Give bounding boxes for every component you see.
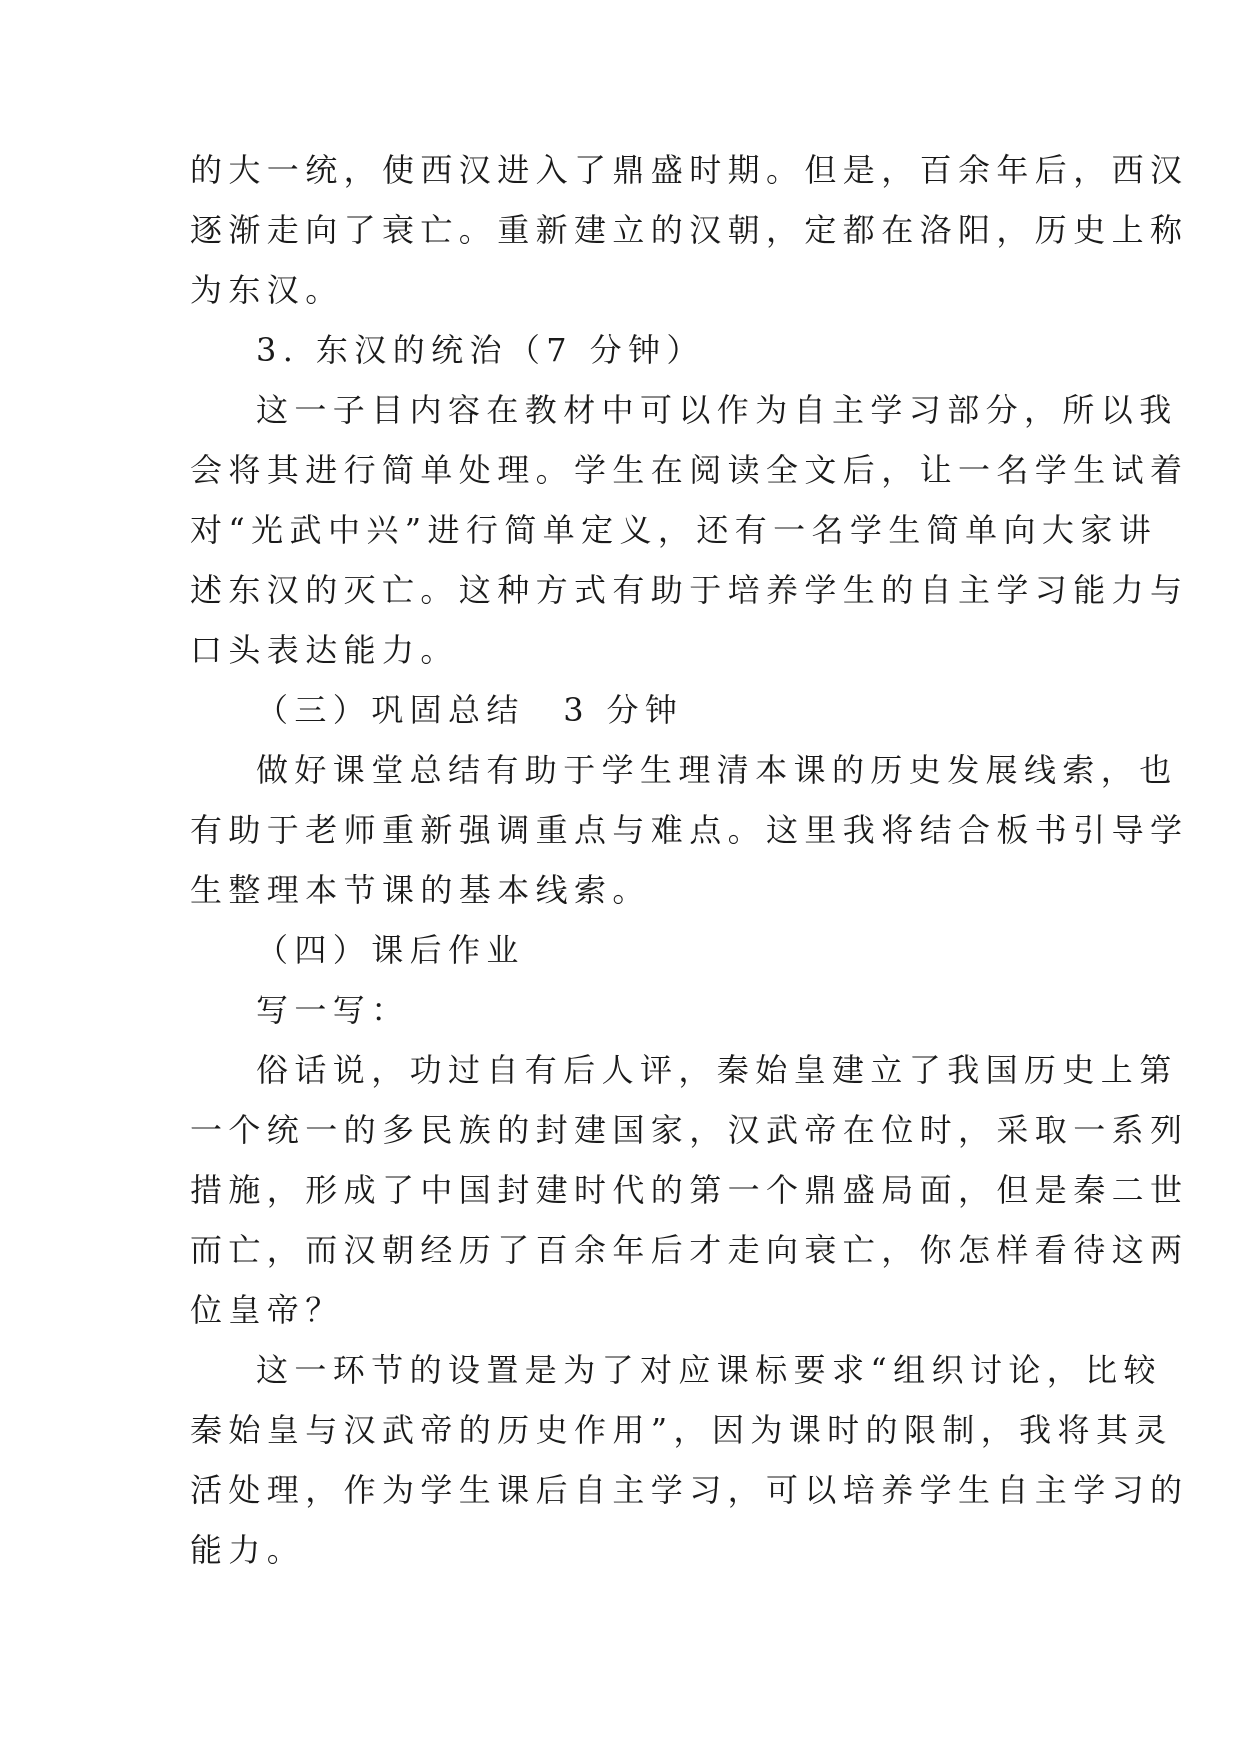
section-heading: （四）课后作业 [256, 931, 525, 969]
paragraph-line: 会将其进行简单处理。学生在阅读全文后，让一名学生试着 [190, 451, 1189, 489]
section-heading: 3. 东汉的统治（7 分钟） [256, 331, 705, 369]
paragraph-line: 措施，形成了中国封建时代的第一个鼎盛局面，但是秦二世 [190, 1171, 1189, 1209]
paragraph-line: 秦始皇与汉武帝的历史作用”，因为课时的限制，我将其灵 [190, 1411, 1173, 1449]
paragraph-line: 逐渐走向了衰亡。重新建立的汉朝，定都在洛阳，历史上称 [190, 211, 1189, 249]
paragraph-line: 有助于老师重新强调重点与难点。这里我将结合板书引导学 [190, 811, 1189, 849]
paragraph-line: 能力。 [190, 1531, 306, 1569]
paragraph-line: 位皇帝？ [190, 1291, 344, 1329]
paragraph-line: 这一子目内容在教材中可以作为自主学习部分，所以我 [256, 391, 1178, 429]
paragraph-line: 这一环节的设置是为了对应课标要求“组织讨论，比较 [256, 1351, 1162, 1389]
section-heading: （三）巩固总结 3 分钟 [256, 691, 684, 729]
paragraph-line: 述东汉的灭亡。这种方式有助于培养学生的自主学习能力与 [190, 571, 1189, 609]
paragraph-line: 的大一统，使西汉进入了鼎盛时期。但是，百余年后，西汉 [190, 151, 1189, 189]
paragraph-line: 做好课堂总结有助于学生理清本课的历史发展线索，也 [256, 751, 1178, 789]
paragraph-line: 一个统一的多民族的封建国家，汉武帝在位时，采取一系列 [190, 1111, 1189, 1149]
paragraph-line: 口头表达能力。 [190, 631, 459, 669]
paragraph-line: 对“光武中兴”进行简单定义，还有一名学生简单向大家讲 [190, 511, 1158, 549]
paragraph-line: 为东汉。 [190, 271, 344, 309]
paragraph-line: 俗话说，功过自有后人评，秦始皇建立了我国历史上第 [256, 1051, 1178, 1089]
paragraph-line: 活处理，作为学生课后自主学习，可以培养学生自主学习的 [190, 1471, 1189, 1509]
paragraph-line: 而亡，而汉朝经历了百余年后才走向衰亡，你怎样看待这两 [190, 1231, 1189, 1269]
subheading: 写一写： [256, 991, 410, 1029]
paragraph-line: 生整理本节课的基本线索。 [190, 871, 651, 909]
